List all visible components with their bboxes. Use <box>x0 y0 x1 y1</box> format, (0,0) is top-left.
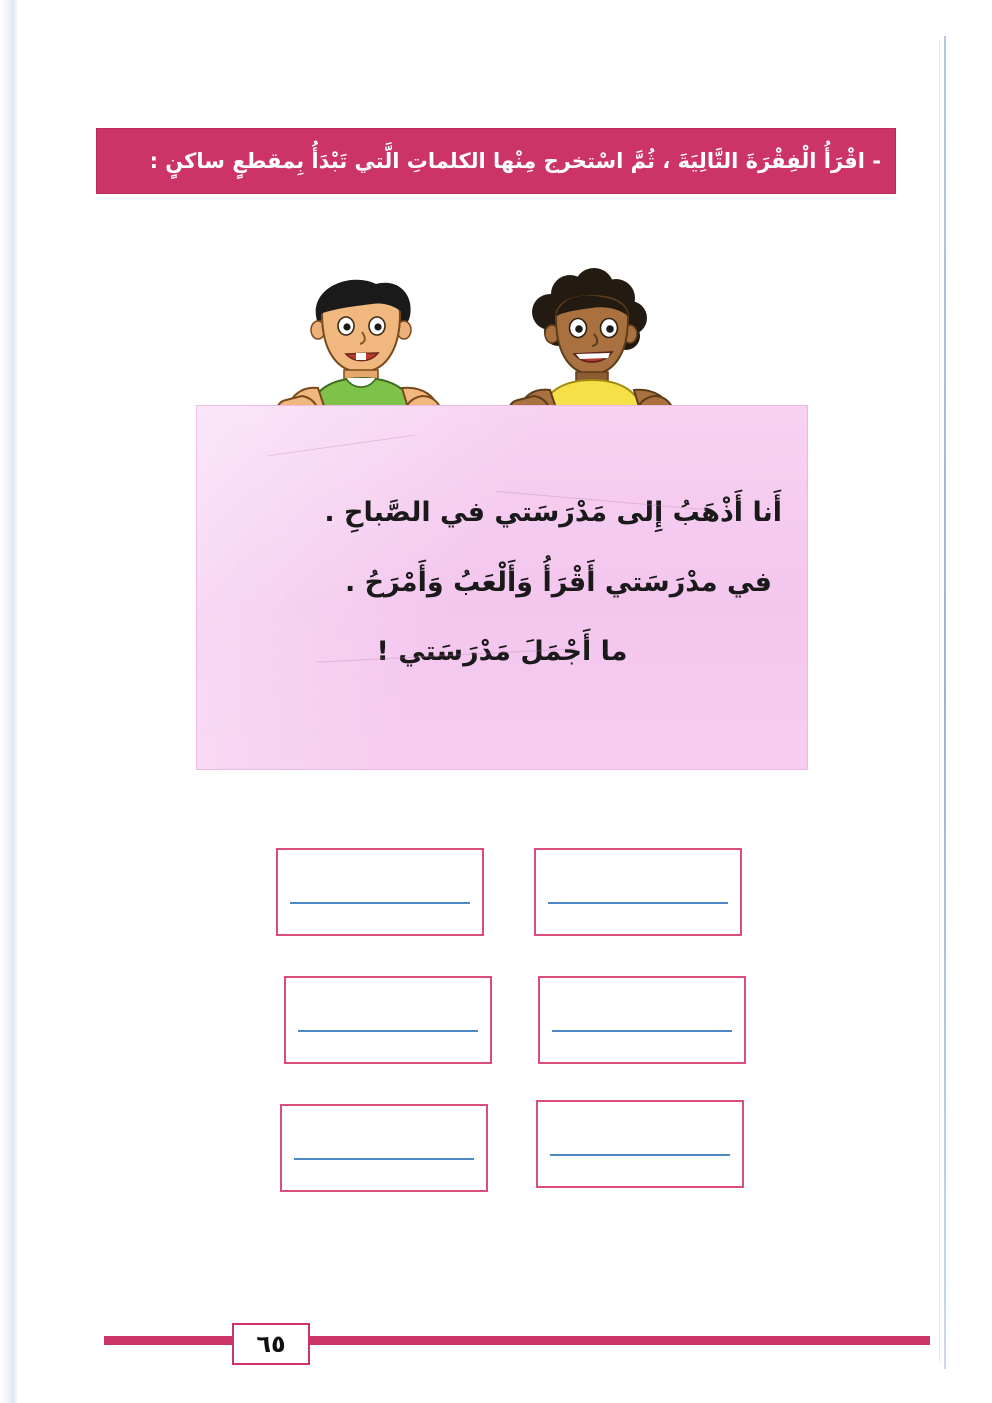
child-green-shirt-figure <box>277 280 441 418</box>
answer-box-4[interactable] <box>538 976 746 1064</box>
answer-row <box>276 1102 746 1194</box>
page-right-rule-secondary <box>939 40 940 1363</box>
answer-box-1[interactable] <box>276 848 484 936</box>
two-children-illustration <box>272 268 732 418</box>
writing-line <box>548 902 728 904</box>
answer-box-5[interactable] <box>280 1104 488 1192</box>
instruction-banner <box>96 128 896 194</box>
writing-line <box>550 1154 730 1156</box>
writing-line <box>294 1158 474 1160</box>
passage-card <box>196 405 808 770</box>
page-right-rule <box>944 36 946 1369</box>
answer-box-2[interactable] <box>534 848 742 936</box>
answer-row <box>276 848 746 940</box>
page-left-edge-shadow <box>0 0 18 1403</box>
footer-rule <box>104 1336 930 1345</box>
writing-line <box>298 1030 478 1032</box>
writing-line <box>290 902 470 904</box>
passage-line-1: أَنا أَذْهَبُ إِلى مَدْرَسَتي في الصَّباحِ . <box>324 496 782 528</box>
answer-row <box>276 976 746 1068</box>
paper-scratch <box>267 435 416 457</box>
answer-box-6[interactable] <box>536 1100 744 1188</box>
child-yellow-shirt-figure <box>509 268 673 418</box>
passage-line-2: في مدْرَسَتي أَقْرَأُ وَأَلْعَبُ وَأَمْرَحُ . <box>345 566 772 598</box>
page-number-box <box>232 1323 310 1365</box>
page-number: ٦٥ <box>256 1330 286 1358</box>
writing-line <box>552 1030 732 1032</box>
answer-boxes-grid <box>276 848 746 1194</box>
passage-line-3: ما أَجْمَلَ مَدْرَسَتي ! <box>376 636 628 668</box>
instruction-text: - اقْرَأُ الْفِقْرَةَ التَّالِيَةَ ، ثُمَّ اسْتخرج مِنْها الكلماتِ الَّتي تَبْدَأُ بِمقطعٍ ساكنٍ : <box>149 148 881 173</box>
answer-box-3[interactable] <box>284 976 492 1064</box>
